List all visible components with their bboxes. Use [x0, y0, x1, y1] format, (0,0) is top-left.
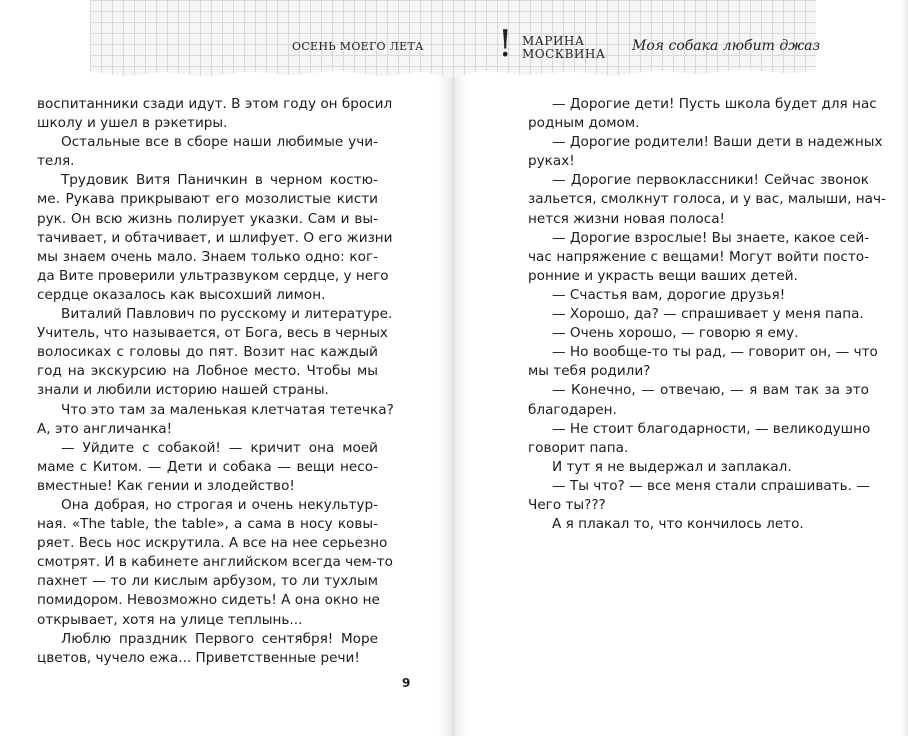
text-line: Что это там за маленькая клетчатая тетечка? — [61, 401, 394, 418]
paragraph — [37, 496, 393, 630]
text-line: Чего ты??? — [528, 496, 606, 513]
running-head-left: ОСЕНЬ МОЕГО ЛЕТА — [292, 40, 424, 53]
page-number: 9 — [402, 676, 411, 690]
paragraph — [528, 458, 869, 477]
text-line: — Дорогие родители! Ваши дети в надежных — [552, 134, 883, 151]
text-line: А я плакал то, что кончилось лето. — [552, 516, 804, 533]
text-line: — Дорогие первоклассники! Сейчас звонок — [552, 172, 869, 189]
paragraph — [37, 305, 393, 400]
paragraph — [528, 229, 869, 286]
text-line: — Не стоит благодарности, — великодушно — [552, 420, 871, 437]
text-line: вместные! Как гении и злодейство! — [37, 477, 295, 494]
exclamation-logo: ! — [498, 24, 513, 65]
text-line: мы знаем очень мало. Знаем только одно: ког- — [37, 248, 378, 265]
paragraph — [37, 95, 393, 133]
paragraph — [528, 343, 878, 381]
text-line: — Дорогие дети! Пусть школа будет для нас — [552, 96, 877, 112]
paragraph — [528, 305, 869, 324]
text-line: воспитанники сзади идут. В этом году он бросил — [37, 96, 393, 112]
text-line: открывает, хотя на улице теплынь... — [37, 611, 303, 628]
author-first-name: МАРИНА — [522, 34, 585, 48]
text-line: Она добрая, но строгая и очень некультур- — [61, 496, 378, 513]
text-line: ме. Рукава прикрывают его мозолистые кисти — [37, 191, 378, 208]
paragraph — [37, 401, 394, 439]
paragraph — [528, 477, 869, 515]
text-line: пахнет — то ли кислым арбузом, то ли тухлым — [37, 573, 378, 590]
paragraph — [528, 324, 869, 343]
text-line: Остальные все в сборе наши любимые учи- — [61, 134, 378, 151]
text-line: зальется, смолкнут голоса, и у вас, малыши, нач- — [528, 191, 886, 208]
text-line: тачивает, и обтачивает, и шлифует. О его жизни — [37, 229, 393, 246]
paragraph — [37, 133, 378, 171]
page-edge — [902, 0, 908, 736]
text-line: цветов, чучело ежа... Приветственные речи! — [37, 649, 360, 666]
text-line: да Вите проверили ультразвуком сердце, у него — [37, 267, 389, 284]
text-line: маме с Китом. — Дети и собака — вещи несо- — [37, 458, 378, 475]
text-line: родным домом. — [528, 115, 640, 132]
text-line: Виталий Павлович по русскому и литературе. — [61, 306, 393, 323]
text-line: — Уйдите с собакой! — кричит она моей — [61, 439, 378, 456]
author-name — [522, 35, 605, 61]
paragraph — [528, 171, 886, 228]
paragraph — [37, 630, 378, 668]
author-last-name: МОСКВИНА — [522, 47, 606, 61]
paragraph — [528, 381, 869, 419]
paragraph — [528, 420, 869, 458]
text-line: волосиках с головы до пят. Возит нас каждый — [37, 344, 378, 361]
text-line: школу и ушел в рэкетиры. — [37, 115, 228, 132]
text-line: — Дорогие взрослые! Вы знаете, какое сей- — [552, 229, 870, 246]
text-line: Трудовик Витя Паничкин в черном костю- — [61, 172, 378, 189]
text-line: говорит папа. — [528, 439, 629, 456]
left-page-text — [37, 95, 394, 668]
text-line: — Очень хорошо, — говорю я ему. — [552, 325, 799, 342]
text-line: ная. «The table, the table», а сама в носу ковы- — [37, 516, 378, 533]
text-line: — Но вообще-то ты рад, — говорит он, — что — [552, 344, 878, 361]
book-gutter — [438, 0, 468, 736]
paragraph — [37, 171, 393, 305]
paragraph — [528, 286, 869, 305]
text-line: — Конечно, — отвечаю, — я вам так за это — [552, 382, 869, 399]
text-line: нется жизни новая полоса! — [528, 210, 726, 227]
text-line: мы тебя родили? — [528, 363, 651, 380]
right-page-text — [528, 95, 886, 534]
text-line: А, это англичанка! — [37, 420, 173, 437]
text-line: год на экскурсию на Лобное место. Чтобы мы — [37, 363, 378, 380]
text-line: Люблю праздник Первого сентября! Море — [61, 630, 378, 647]
text-line: И тут я не выдержал и заплакал. — [552, 458, 792, 475]
text-line: Учитель, что называется, от Бога, весь в черных — [37, 325, 388, 342]
text-line: знали и любили историю нашей страны. — [37, 382, 329, 399]
text-line: теля. — [37, 153, 75, 170]
text-line: помидором. Невозможно сидеть! А она окно не — [37, 592, 380, 609]
text-line: ряет. Весь нос искрутила. А все на нее серьезно — [37, 535, 388, 552]
text-line: смотрят. И в кабинете английском всегда чем-то — [37, 554, 393, 571]
book-title: Моя собака любит джаз — [632, 38, 821, 54]
text-line: час напряжение с вещами! Могут войти посто- — [528, 248, 869, 265]
text-line: рук. Он всю жизнь полирует указки. Сам и вы- — [37, 210, 378, 227]
paragraph — [528, 133, 883, 171]
text-line: руках! — [528, 153, 575, 170]
text-line: сердце оказалось как высохший лимон. — [37, 286, 326, 303]
paragraph — [528, 95, 877, 133]
text-line: ронние и украсть вещи ваших детей. — [528, 267, 798, 284]
text-line: — Счастья вам, дорогие друзья! — [552, 286, 786, 303]
text-line: — Ты что? — все меня стали спрашивать. — — [552, 477, 870, 494]
text-line: — Хорошо, да? — спрашивает у меня папа. — [552, 306, 864, 323]
paragraph — [528, 515, 869, 534]
text-line: благодарен. — [528, 401, 617, 418]
paragraph — [37, 439, 378, 496]
